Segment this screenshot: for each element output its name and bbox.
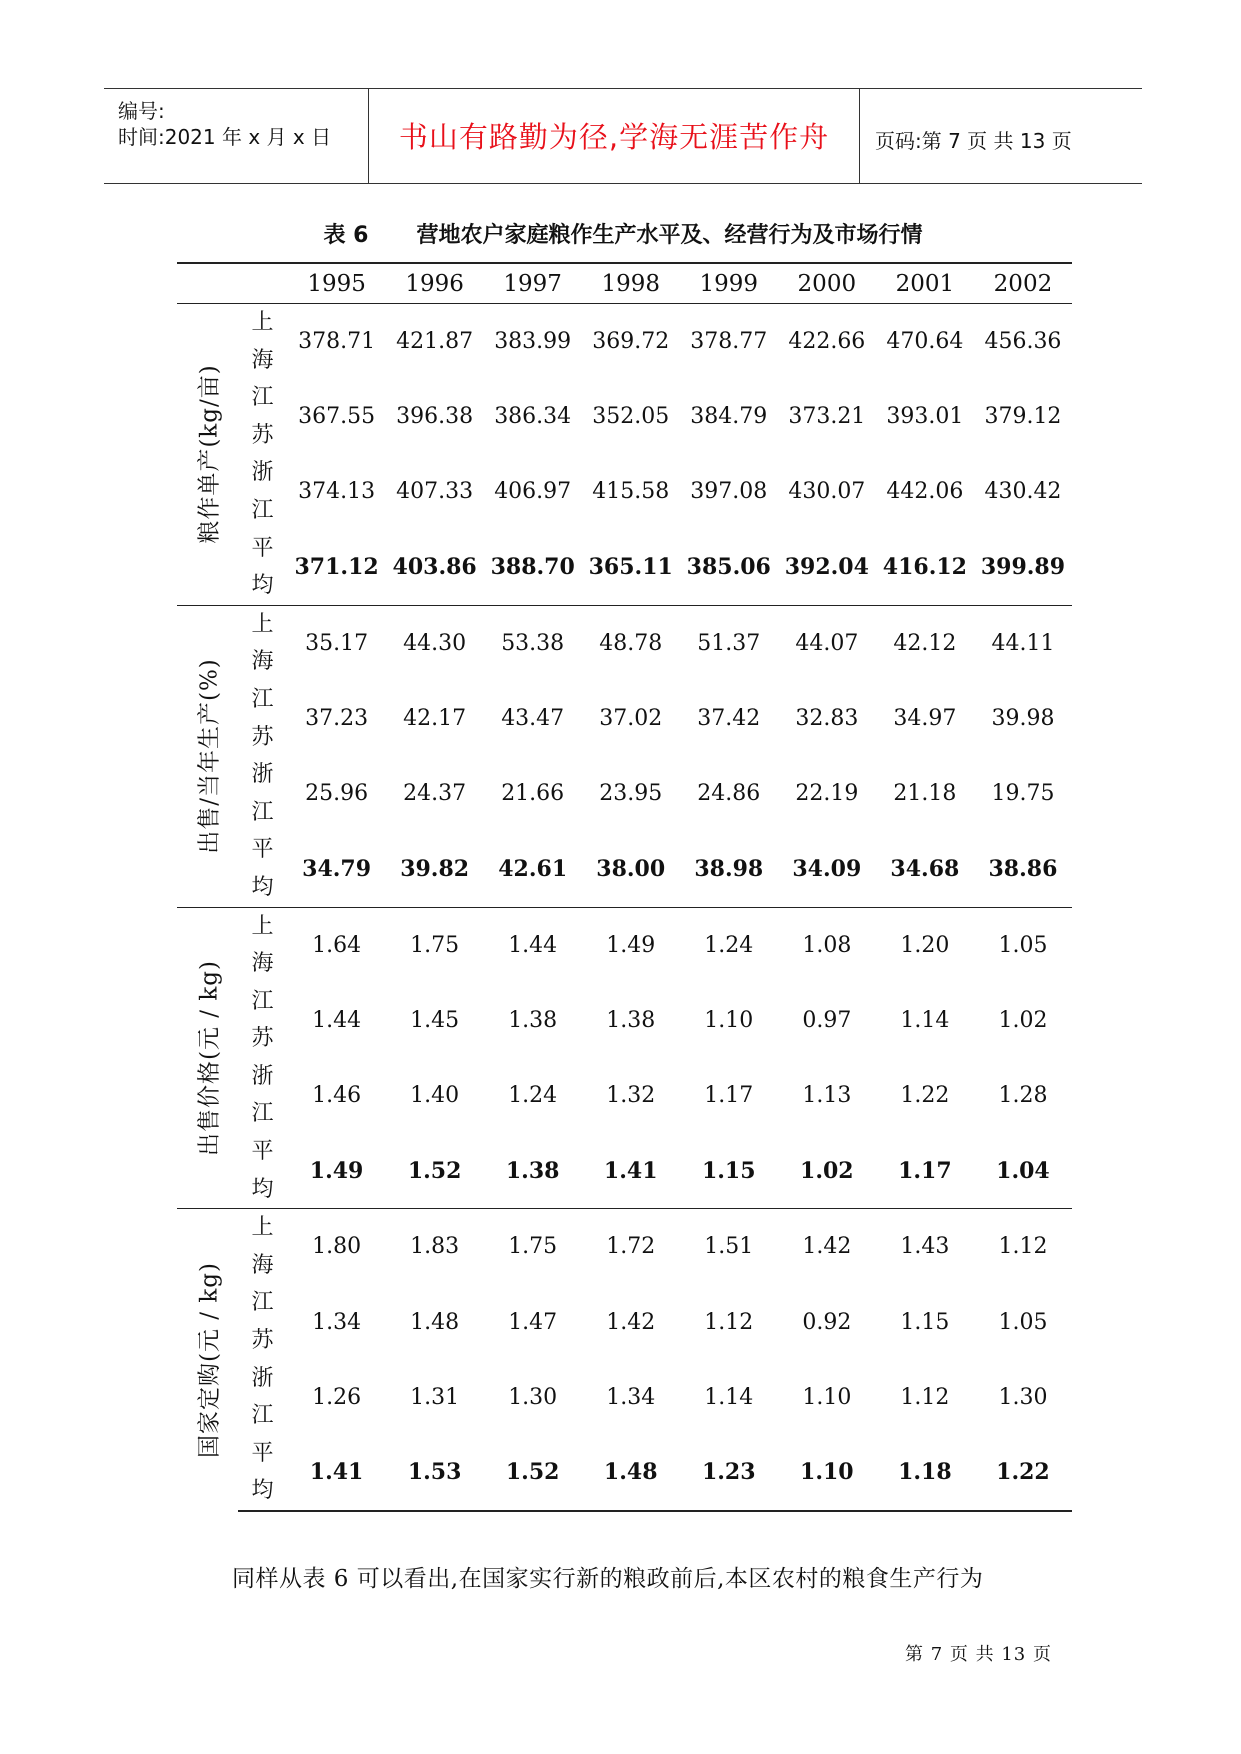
region-char: 江 xyxy=(251,1403,274,1429)
table-cell: 1.48 xyxy=(582,1435,680,1511)
table-cell: 51.37 xyxy=(680,605,778,681)
table-cell: 396.38 xyxy=(396,404,474,430)
region-label xyxy=(238,379,288,454)
table-cell: 415.58 xyxy=(592,479,670,505)
table-cell: 1.20 xyxy=(876,907,974,983)
table-cell: 44.11 xyxy=(974,605,1072,681)
table-cell: 1.22 xyxy=(900,1082,950,1108)
table-cell: 365.11 xyxy=(588,554,673,581)
table-cell: 39.82 xyxy=(400,855,470,882)
region-char: 浙 xyxy=(251,460,274,486)
year-header: 1995 xyxy=(288,263,386,304)
page-header xyxy=(104,88,1142,184)
region-label xyxy=(238,530,288,606)
region-char: 海 xyxy=(251,649,274,675)
table-cell: 407.33 xyxy=(396,479,474,505)
table-cell: 1.05 xyxy=(998,1309,1048,1335)
table-cell: 1.15 xyxy=(900,1309,950,1335)
region-label xyxy=(238,1133,288,1209)
table-cell: 43.47 xyxy=(501,706,565,732)
table-cell: 367.55 xyxy=(298,404,376,430)
average-row xyxy=(177,1133,1072,1209)
table-cell: 1.08 xyxy=(778,907,876,983)
table-cell: 388.70 xyxy=(490,554,575,581)
table-cell: 371.12 xyxy=(294,554,379,581)
region-char: 苏 xyxy=(251,422,274,448)
table-cell: 1.28 xyxy=(998,1082,1048,1108)
table-cell: 22.19 xyxy=(795,781,859,807)
table-row xyxy=(177,1209,1072,1285)
page-footer: 第 7 页 共 13 页 xyxy=(905,1644,1052,1665)
table-cell: 34.09 xyxy=(792,855,862,882)
table-cell: 406.97 xyxy=(494,479,572,505)
year-header: 1997 xyxy=(484,263,582,304)
table-cell: 21.66 xyxy=(501,781,565,807)
table-header-row xyxy=(177,263,1072,304)
table-cell: 1.17 xyxy=(704,1082,754,1108)
table-cell: 38.86 xyxy=(988,855,1058,882)
table-cell: 1.43 xyxy=(876,1209,974,1285)
region-label xyxy=(238,983,288,1058)
table-cell: 42.17 xyxy=(403,706,467,732)
table-cell: 421.87 xyxy=(386,304,484,380)
region-label xyxy=(238,1284,288,1359)
table-number: 表 6 xyxy=(323,223,369,248)
table-cell: 1.47 xyxy=(508,1309,558,1335)
average-row xyxy=(177,530,1072,606)
table-cell: 403.86 xyxy=(392,554,477,581)
region-char: 均 xyxy=(251,1478,274,1504)
region-char: 江 xyxy=(251,1290,274,1316)
table-cell: 422.66 xyxy=(778,304,876,380)
year-header: 1999 xyxy=(680,263,778,304)
table-cell: 1.24 xyxy=(680,907,778,983)
region-char: 苏 xyxy=(251,1026,274,1052)
table-cell: 1.38 xyxy=(606,1007,656,1033)
table-cell: 1.32 xyxy=(606,1082,656,1108)
region-char: 江 xyxy=(251,988,274,1014)
table-cell: 430.07 xyxy=(788,479,866,505)
average-row xyxy=(177,831,1072,907)
table-cell: 1.10 xyxy=(778,1435,876,1511)
table-cell: 392.04 xyxy=(784,554,869,581)
table-cell: 1.80 xyxy=(288,1209,386,1285)
table-cell: 1.17 xyxy=(898,1157,952,1184)
table-cell: 42.12 xyxy=(876,605,974,681)
table-cell: 1.18 xyxy=(876,1435,974,1511)
table-cell: 397.08 xyxy=(690,479,768,505)
region-char: 江 xyxy=(251,799,274,825)
table-cell: 34.68 xyxy=(890,855,960,882)
group-label xyxy=(177,1209,238,1511)
table-cell: 35.17 xyxy=(288,605,386,681)
table-cell: 1.46 xyxy=(312,1082,362,1108)
page-number-label: 页码:第 7 页 共 13 页 xyxy=(875,129,1072,153)
year-header: 2001 xyxy=(876,263,974,304)
region-char: 苏 xyxy=(251,1328,274,1354)
table-cell: 378.77 xyxy=(680,304,778,380)
table-cell: 1.38 xyxy=(505,1157,560,1184)
table-cell: 44.07 xyxy=(778,605,876,681)
table-cell: 37.02 xyxy=(599,706,663,732)
table-cell: 1.64 xyxy=(288,907,386,983)
table-cell: 1.31 xyxy=(410,1384,460,1410)
serial-label: 编号: xyxy=(118,99,165,123)
table-cell: 1.48 xyxy=(410,1309,460,1335)
region-char: 平 xyxy=(251,535,274,561)
table-row xyxy=(177,756,1072,831)
table-cell: 442.06 xyxy=(886,479,964,505)
table-cell: 32.83 xyxy=(795,706,859,732)
table-cell: 37.23 xyxy=(305,706,369,732)
group-label xyxy=(177,605,238,907)
table-cell: 470.64 xyxy=(876,304,974,380)
table-cell: 416.12 xyxy=(882,554,967,581)
table-cell: 1.10 xyxy=(704,1007,754,1033)
region-char: 均 xyxy=(251,874,274,900)
region-char: 浙 xyxy=(251,1063,274,1089)
body-paragraph: 同样从表 6 可以看出,在国家实行新的粮政前后,本区农村的粮食生产行为 xyxy=(232,1566,984,1592)
table-cell: 385.06 xyxy=(686,554,771,581)
table-cell: 369.72 xyxy=(582,304,680,380)
region-char: 江 xyxy=(251,1101,274,1127)
table-cell: 1.44 xyxy=(484,907,582,983)
table-cell: 24.86 xyxy=(697,781,761,807)
table-cell: 352.05 xyxy=(592,404,670,430)
table-cell: 1.12 xyxy=(900,1384,950,1410)
table-cell: 384.79 xyxy=(690,404,768,430)
region-char: 平 xyxy=(251,1139,274,1165)
region-char: 苏 xyxy=(251,724,274,750)
region-char: 浙 xyxy=(251,1365,274,1391)
table-cell: 1.02 xyxy=(998,1007,1048,1033)
table-cell: 0.97 xyxy=(802,1007,852,1033)
table-cell: 1.51 xyxy=(680,1209,778,1285)
table-row xyxy=(177,1360,1072,1435)
table-cell: 456.36 xyxy=(974,304,1072,380)
region-label xyxy=(238,1209,288,1285)
group-label-text: 出售/当年生产(%) xyxy=(196,658,223,854)
table-cell: 1.30 xyxy=(508,1384,558,1410)
region-label xyxy=(238,605,288,681)
table-cell: 1.41 xyxy=(288,1435,386,1511)
table-cell: 1.45 xyxy=(410,1007,460,1033)
table-cell: 1.75 xyxy=(386,907,484,983)
table-cell: 39.98 xyxy=(991,706,1055,732)
table-cell: 24.37 xyxy=(403,781,467,807)
table-cell: 1.38 xyxy=(508,1007,558,1033)
table-cell: 1.49 xyxy=(582,907,680,983)
table-cell: 374.13 xyxy=(298,479,376,505)
group-label xyxy=(177,304,238,606)
header-motto-cell xyxy=(369,89,860,183)
header-blank-cell xyxy=(177,263,288,304)
region-label xyxy=(238,304,288,380)
table-cell: 1.41 xyxy=(603,1157,658,1184)
table-cell: 399.89 xyxy=(980,554,1066,581)
table-cell: 1.14 xyxy=(704,1384,754,1410)
region-label xyxy=(238,907,288,983)
table-cell: 383.99 xyxy=(484,304,582,380)
region-char: 均 xyxy=(251,573,274,599)
table-cell: 1.22 xyxy=(974,1435,1072,1511)
table-cell: 1.24 xyxy=(508,1082,558,1108)
table-cell: 21.18 xyxy=(893,781,957,807)
group-label-text: 出售价格(元 / kg) xyxy=(196,959,223,1156)
table-cell: 1.02 xyxy=(800,1157,854,1184)
table-cell: 373.21 xyxy=(788,404,866,430)
header-info-cell xyxy=(104,89,369,183)
table-cell: 1.23 xyxy=(680,1435,778,1511)
table-cell: 1.42 xyxy=(778,1209,876,1285)
table-cell: 1.49 xyxy=(309,1157,364,1184)
group-label xyxy=(177,907,238,1209)
data-table xyxy=(177,262,1072,1512)
year-header: 2002 xyxy=(974,263,1072,304)
table-cell: 1.42 xyxy=(606,1309,656,1335)
table-cell: 1.52 xyxy=(484,1435,582,1511)
table-cell: 1.75 xyxy=(484,1209,582,1285)
average-row xyxy=(177,1435,1072,1511)
region-char: 上 xyxy=(251,1215,274,1241)
table-cell: 1.14 xyxy=(900,1007,950,1033)
table-cell: 1.05 xyxy=(974,907,1072,983)
region-char: 上 xyxy=(251,611,274,637)
table-cell: 42.61 xyxy=(498,855,568,882)
table-cell: 1.34 xyxy=(606,1384,656,1410)
region-label xyxy=(238,756,288,831)
table-cell: 378.71 xyxy=(288,304,386,380)
group-label-text: 粮作单产(kg/亩) xyxy=(196,364,223,545)
table-cell: 38.00 xyxy=(596,855,666,882)
table-row xyxy=(177,454,1072,529)
date-label: 时间:2021 年 x 月 x 日 xyxy=(118,125,332,149)
year-header: 1996 xyxy=(386,263,484,304)
table-row xyxy=(177,605,1072,681)
table-row xyxy=(177,379,1072,454)
year-header: 1998 xyxy=(582,263,680,304)
table-cell: 393.01 xyxy=(886,404,964,430)
table-row xyxy=(177,1058,1072,1133)
region-char: 海 xyxy=(251,347,274,373)
region-char: 江 xyxy=(251,385,274,411)
table-cell: 44.30 xyxy=(386,605,484,681)
table-caption xyxy=(104,218,1142,249)
table-cell: 1.12 xyxy=(974,1209,1072,1285)
table-title: 营地农户家庭粮作生产水平及、经营行为及市场行情 xyxy=(416,223,923,248)
table-cell: 53.38 xyxy=(484,605,582,681)
table-cell: 23.95 xyxy=(599,781,663,807)
table-cell: 1.83 xyxy=(386,1209,484,1285)
table-cell: 34.79 xyxy=(302,855,372,882)
table-cell: 1.44 xyxy=(312,1007,362,1033)
table-row xyxy=(177,1284,1072,1359)
region-char: 上 xyxy=(251,913,274,939)
table-cell: 34.97 xyxy=(893,706,957,732)
table-cell: 38.98 xyxy=(694,855,764,882)
table-cell: 1.13 xyxy=(802,1082,852,1108)
region-char: 上 xyxy=(251,310,274,335)
region-label xyxy=(238,1058,288,1133)
table-row xyxy=(177,681,1072,756)
header-page-cell xyxy=(861,89,1142,183)
table-cell: 1.15 xyxy=(701,1157,756,1184)
table-cell: 1.34 xyxy=(312,1309,362,1335)
table-cell: 386.34 xyxy=(494,404,572,430)
table-cell: 25.96 xyxy=(305,781,369,807)
region-char: 江 xyxy=(251,497,274,523)
group-label-text: 国家定购(元 / kg) xyxy=(196,1262,223,1459)
year-header: 2000 xyxy=(778,263,876,304)
region-char: 江 xyxy=(251,686,274,712)
region-label xyxy=(238,831,288,907)
region-label xyxy=(238,454,288,529)
region-label xyxy=(238,681,288,756)
region-char: 浙 xyxy=(251,762,274,788)
table-cell: 1.12 xyxy=(704,1309,754,1335)
table-row xyxy=(177,907,1072,983)
table-row xyxy=(177,304,1072,380)
table-cell: 37.42 xyxy=(697,706,761,732)
table-cell: 430.42 xyxy=(984,479,1062,505)
table-cell: 1.52 xyxy=(407,1157,462,1184)
table-cell: 1.10 xyxy=(802,1384,852,1410)
table-cell: 19.75 xyxy=(991,781,1055,807)
table-cell: 379.12 xyxy=(984,404,1062,430)
table-row xyxy=(177,983,1072,1058)
motto-text: 书山有路勤为径,学海无涯苦作舟 xyxy=(398,120,830,154)
region-char: 均 xyxy=(251,1176,274,1202)
region-label xyxy=(238,1435,288,1511)
table-cell: 1.30 xyxy=(998,1384,1048,1410)
table-cell: 48.78 xyxy=(582,605,680,681)
table-cell: 0.92 xyxy=(802,1309,852,1335)
region-char: 海 xyxy=(251,1252,274,1278)
region-char: 海 xyxy=(251,951,274,977)
table-cell: 1.26 xyxy=(312,1384,362,1410)
region-label xyxy=(238,1360,288,1435)
table-cell: 1.40 xyxy=(410,1082,460,1108)
table-cell: 1.72 xyxy=(582,1209,680,1285)
table-cell: 1.04 xyxy=(996,1157,1050,1184)
region-char: 平 xyxy=(251,837,274,863)
table-cell: 1.53 xyxy=(386,1435,484,1511)
region-char: 平 xyxy=(251,1440,274,1466)
